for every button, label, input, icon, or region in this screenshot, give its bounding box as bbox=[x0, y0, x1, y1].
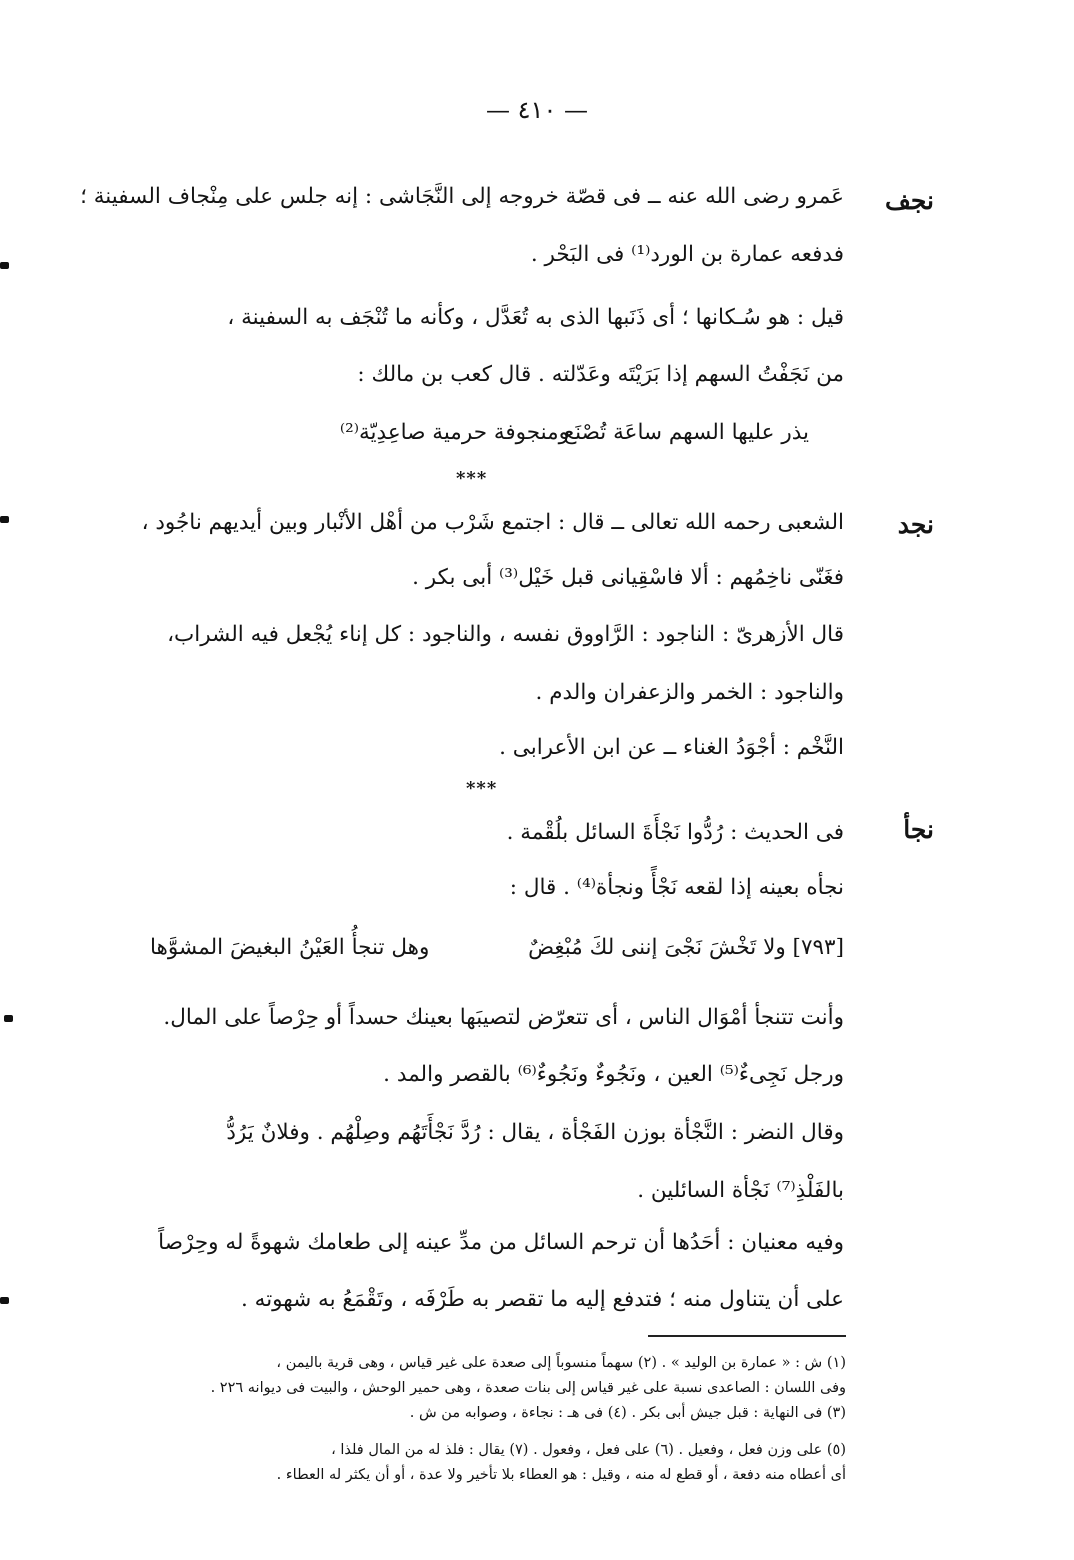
section-separator: *** bbox=[456, 468, 488, 489]
verse-hemistich-second: وهل تنجأُ العَيْنُ البغيضَ المشوَّها bbox=[150, 935, 430, 960]
text-line: فى الحديث : رُدُّوا نَجْأَةَ السائل بلُقْمة . bbox=[506, 820, 844, 845]
text-line: وقال النضر : النَّجْأة بوزن الفَجْأة ، يقال : رُدَّ نَجْأَتَهُم وصِلْهُم . وفلانٌ يَرُدُّ bbox=[226, 1120, 844, 1145]
page-number: — ٤١٠ — bbox=[486, 96, 588, 124]
footnote-divider bbox=[648, 1335, 846, 1337]
text-line: الشعبى رحمه الله تعالى ــ قال : اجتمع شَرْب من أهْل الأنْبار وبين أيديهم ناجُود ، bbox=[141, 510, 844, 535]
margin-mark bbox=[0, 516, 9, 523]
verse-hemistich-first: [٧٩٣] ولا تَخْشَ نَجْىَ إننى لكَ مُبْغِضٌ bbox=[528, 935, 844, 960]
text-line: وفيه معنيان : أحَدُها أن ترحم السائل من مدِّ عينه إلى طعامك شهوةً له وحِرْصاً bbox=[158, 1230, 844, 1255]
entry-word-naja: نجأ bbox=[903, 815, 934, 844]
margin-mark bbox=[0, 1297, 9, 1304]
text-line: قيل : هو سُـكانها ؛ أى ذَنَبها الذى به تُعَدَّل ، وكأنه ما تُنْجَف به السفينة ، bbox=[227, 305, 844, 330]
text-line: ورجل نَجِىءٌ⁽⁵⁾ العين ، ونَجُوءٌ ونَجُوءٌ⁽⁶⁾ بالقصر والمد . bbox=[383, 1062, 844, 1087]
text-line: على أن يتناول منه ؛ فتدفع إليه ما تقصر به طَرْفَه ، وتَقْمَعُ به شهوته . bbox=[241, 1287, 844, 1312]
footnote-line: (٥) على وزن فعل ، وفعيل . (٦) على فعل ، وفعول . (٧) يقال : فلذ له من المال فلذا ، bbox=[331, 1442, 846, 1458]
text-line: من نَجَفْتُ السهم إذا بَرَيْتَه وعَدّلته . قال كعب بن مالك : bbox=[357, 362, 844, 387]
verse-hemistich-second: يذر عليها السهم ساعَة تُصْنَع bbox=[563, 420, 809, 445]
footnote-line: أى أعطاه منه دفعة ، أو قطع له منه ، وقيل : هو العطاء بلا تأخير ولا عدة ، أو أن يكثر له العطاء . bbox=[276, 1467, 846, 1483]
footnote-line: (٣) فى النهاية : قبل جيش أبى بكر . (٤) فى هـ : نجاءة ، وصوابه من ش . bbox=[409, 1405, 846, 1421]
text-line: والناجود : الخمر والزعفران والدم . bbox=[535, 680, 844, 705]
text-line: فدفعه عمارة بن الورد⁽¹⁾ فى البَحْر . bbox=[530, 242, 844, 267]
footnote-line: وفى اللسان : الصاعدى نسبة على غير قياس إلى بنات صعدة ، وهى حمير الوحش ، والبيت فى ديوانه ٢٢٦ . bbox=[210, 1380, 846, 1396]
text-line: وأنت تتنجأ أمْوَال الناس ، أى تتعرّض لتصيبَها بعينك حسداً أو حِرْصاً على المال. bbox=[163, 1005, 844, 1030]
text-line: قال الأزهرىّ : الناجود : الرَّاووق نفسه ، والناجود : كل إناء يُجْعل فيه الشراب، bbox=[167, 622, 844, 647]
text-line: بالفَلْذِ⁽⁷⁾ نَجْأة السائلين . bbox=[637, 1178, 844, 1203]
text-line: نجأه بعينه إذا لقعه نَجْأً ونجأة⁽⁴⁾ . قال : bbox=[509, 875, 844, 900]
text-line: النَّخْم : أجْوَدُ الغناء ــ عن ابن الأعرابى . bbox=[499, 735, 844, 760]
margin-mark bbox=[4, 1015, 13, 1022]
margin-mark bbox=[0, 262, 9, 269]
text-line: فغَنّى ناخِمُهم : ألا فاسْقِيانى قبل خَيْل⁽³⁾ أبى بكر . bbox=[412, 565, 844, 590]
text-line: عَمرو رضى الله عنه ــ فى قصّة خروجه إلى النَّجَاشى : إنه جلس على مِنْجاف السفينة ؛ bbox=[80, 184, 844, 209]
footnote-line: (١) ش : « عمارة بن الوليد » . (٢) سهماً منسوباً إلى صعدة على غير قياس ، وهى قرية باليمن ، bbox=[276, 1355, 846, 1371]
section-separator: *** bbox=[466, 778, 498, 799]
entry-word-najad: نجد bbox=[897, 510, 934, 539]
entry-word-najaf: نجف bbox=[885, 186, 934, 215]
verse-hemistich-first: ومنجوفة حرمية صاعِدِيّة⁽²⁾ bbox=[339, 420, 569, 445]
